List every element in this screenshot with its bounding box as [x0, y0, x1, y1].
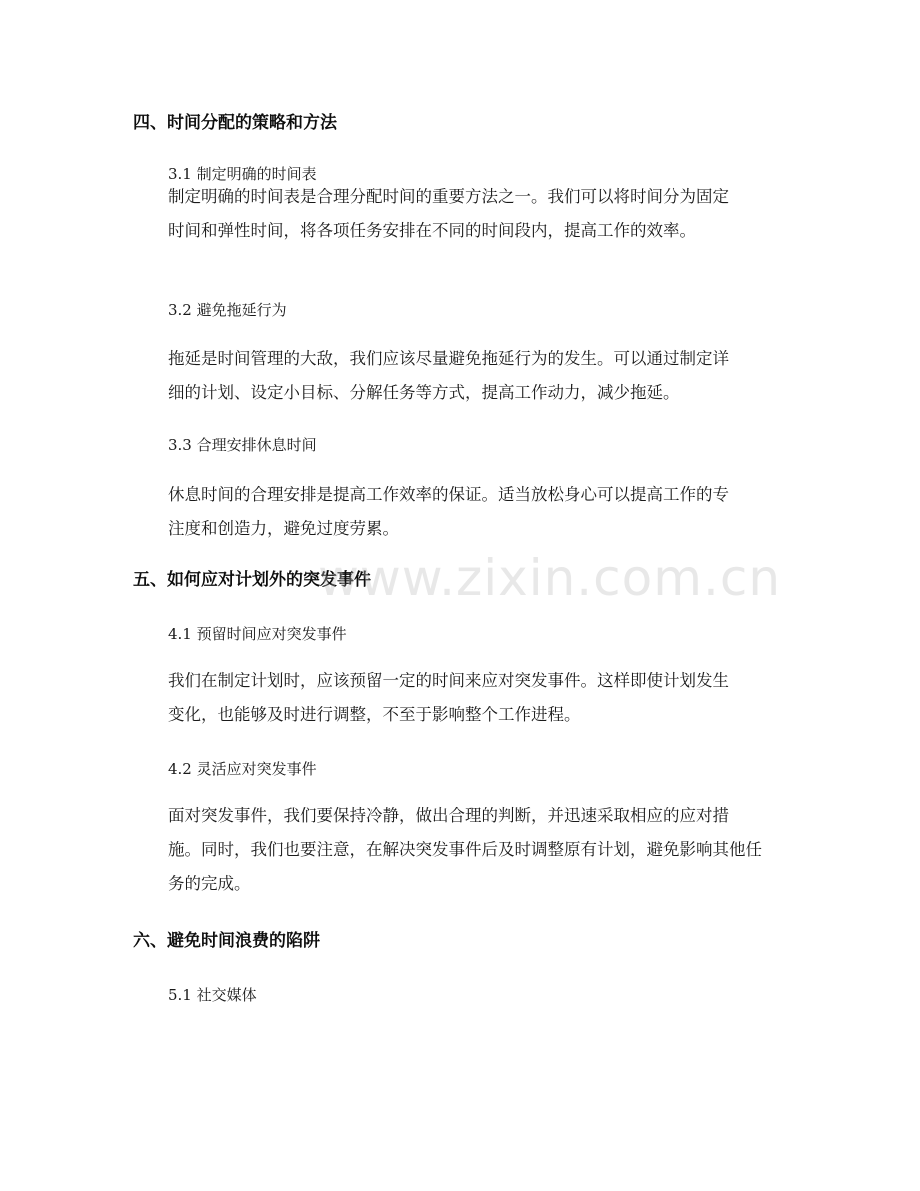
section-heading: 五、如何应对计划外的突发事件: [133, 570, 371, 590]
paragraph-line: 变化，也能够及时进行调整，不至于影响整个工作进程。: [168, 705, 581, 724]
section-heading: 六、避免时间浪费的陷阱: [133, 931, 320, 951]
paragraph-line: 面对突发事件，我们要保持冷静，做出合理的判断，并迅速采取相应的应对措: [168, 806, 729, 825]
paragraph-line: 制定明确的时间表是合理分配时间的重要方法之一。我们可以将时间分为固定: [168, 187, 729, 206]
paragraph: [168, 478, 808, 546]
paragraph-line: 务的完成。: [168, 874, 251, 893]
subsection-title: 4.2 灵活应对突发事件: [168, 760, 317, 778]
paragraph-line: 休息时间的合理安排是提高工作效率的保证。适当放松身心可以提高工作的专: [168, 485, 729, 504]
paragraph: [168, 799, 808, 901]
paragraph-line: 施。同时，我们也要注意，在解决突发事件后及时调整原有计划，避免影响其他任: [168, 840, 762, 859]
paragraph-line: 我们在制定计划时，应该预留一定的时间来应对突发事件。这样即使计划发生: [168, 671, 729, 690]
watermark: www.zixin.com.cn: [318, 549, 782, 607]
paragraph: [168, 180, 808, 248]
subsection-title: 3.2 避免拖延行为: [168, 301, 287, 319]
section-heading: 四、时间分配的策略和方法: [133, 113, 337, 133]
paragraph-line: 注度和创造力，避免过度劳累。: [168, 519, 399, 538]
subsection-title: 4.1 预留时间应对突发事件: [168, 625, 347, 643]
paragraph-line: 时间和弹性时间，将各项任务安排在不同的时间段内，提高工作的效率。: [168, 221, 696, 240]
paragraph-line: 拖延是时间管理的大敌，我们应该尽量避免拖延行为的发生。可以通过制定详: [168, 349, 729, 368]
subsection-title: 3.3 合理安排休息时间: [168, 436, 317, 454]
paragraph: [168, 342, 808, 410]
subsection-title: 5.1 社交媒体: [168, 986, 257, 1004]
subsection-title: 3.1 制定明确的时间表: [168, 165, 317, 183]
paragraph: [168, 664, 808, 732]
paragraph-line: 细的计划、设定小目标、分解任务等方式，提高工作动力，减少拖延。: [168, 383, 680, 402]
